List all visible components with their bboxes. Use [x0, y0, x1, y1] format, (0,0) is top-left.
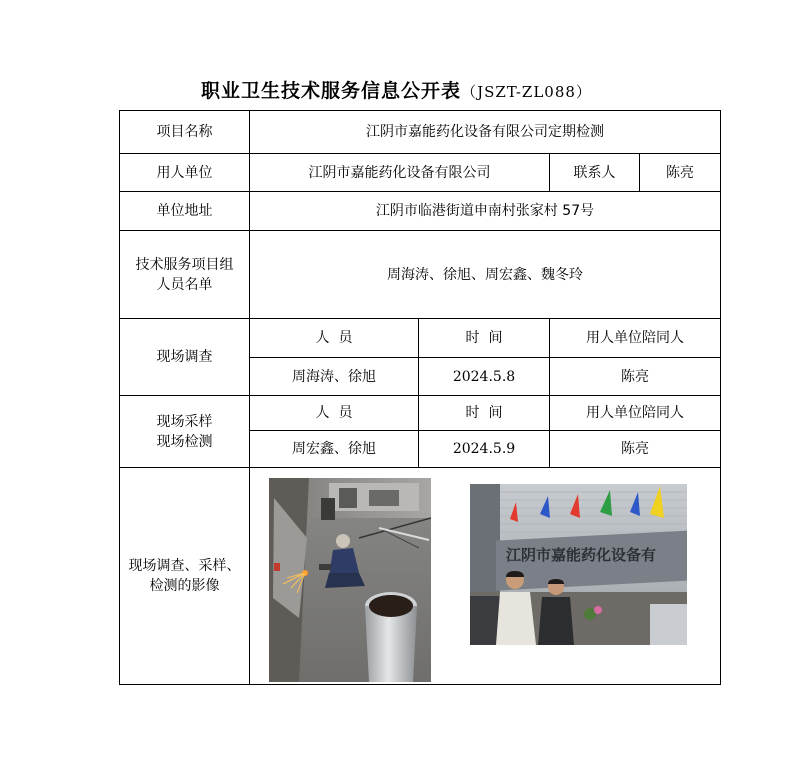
team-label — [120, 231, 250, 319]
signboard-photo-image — [470, 484, 687, 645]
survey-label: 现场调查 — [120, 319, 250, 396]
project-name-label: 项目名称 — [120, 111, 250, 154]
team-value: 周海涛、徐旭、周宏鑫、魏冬玲 — [250, 231, 721, 319]
address-value: 江阴市临港街道申南村张家村 57号 — [250, 192, 721, 231]
team-label-line2: 人员名单 — [156, 276, 213, 293]
row-survey-header — [120, 319, 721, 358]
sampling-label-line2: 现场检测 — [156, 433, 213, 450]
row-team — [120, 231, 721, 319]
survey-col-time: 时 间 — [419, 319, 550, 358]
row-address — [120, 192, 721, 231]
sampling-people: 周宏鑫、徐旭 — [250, 431, 419, 468]
contact-value: 陈亮 — [640, 154, 721, 192]
contact-label: 联系人 — [550, 154, 640, 192]
survey-people: 周海涛、徐旭 — [250, 358, 419, 396]
row-sampling-header — [120, 396, 721, 431]
survey-companion: 陈亮 — [550, 358, 721, 396]
title-code: （JSZT-ZL088） — [461, 83, 592, 101]
project-name-value: 江阴市嘉能药化设备有限公司定期检测 — [250, 111, 721, 154]
team-label-line1: 技术服务项目组 — [135, 256, 234, 273]
sampling-label — [120, 396, 250, 468]
sampling-col-companion: 用人单位陪同人 — [550, 396, 721, 431]
row-employer — [120, 154, 721, 192]
sign-text: 江阴市嘉能药化设备有 — [506, 546, 657, 564]
images-label-line1: 现场调查、采样、 — [128, 558, 241, 574]
sampling-col-people: 人 员 — [250, 396, 419, 431]
grinding-photo-image — [269, 478, 431, 682]
images-label-line2: 检测的影像 — [149, 578, 220, 594]
title-main: 职业卫生技术服务信息公开表 — [201, 80, 462, 102]
row-project-name — [120, 111, 721, 154]
page-title — [0, 76, 793, 103]
address-label: 单位地址 — [120, 192, 250, 231]
sampling-companion: 陈亮 — [550, 431, 721, 468]
survey-col-people: 人 员 — [250, 319, 419, 358]
sampling-label-line1: 现场采样 — [156, 413, 213, 430]
employer-value: 江阴市嘉能药化设备有限公司 — [250, 154, 550, 192]
site-photo-signboard — [470, 484, 687, 645]
survey-time: 2024.5.8 — [419, 358, 550, 396]
employer-label: 用人单位 — [120, 154, 250, 192]
images-label — [120, 468, 250, 685]
site-photo-grinding — [269, 478, 431, 682]
survey-col-companion: 用人单位陪同人 — [550, 319, 721, 358]
sampling-time: 2024.5.9 — [419, 431, 550, 468]
sampling-col-time: 时 间 — [419, 396, 550, 431]
